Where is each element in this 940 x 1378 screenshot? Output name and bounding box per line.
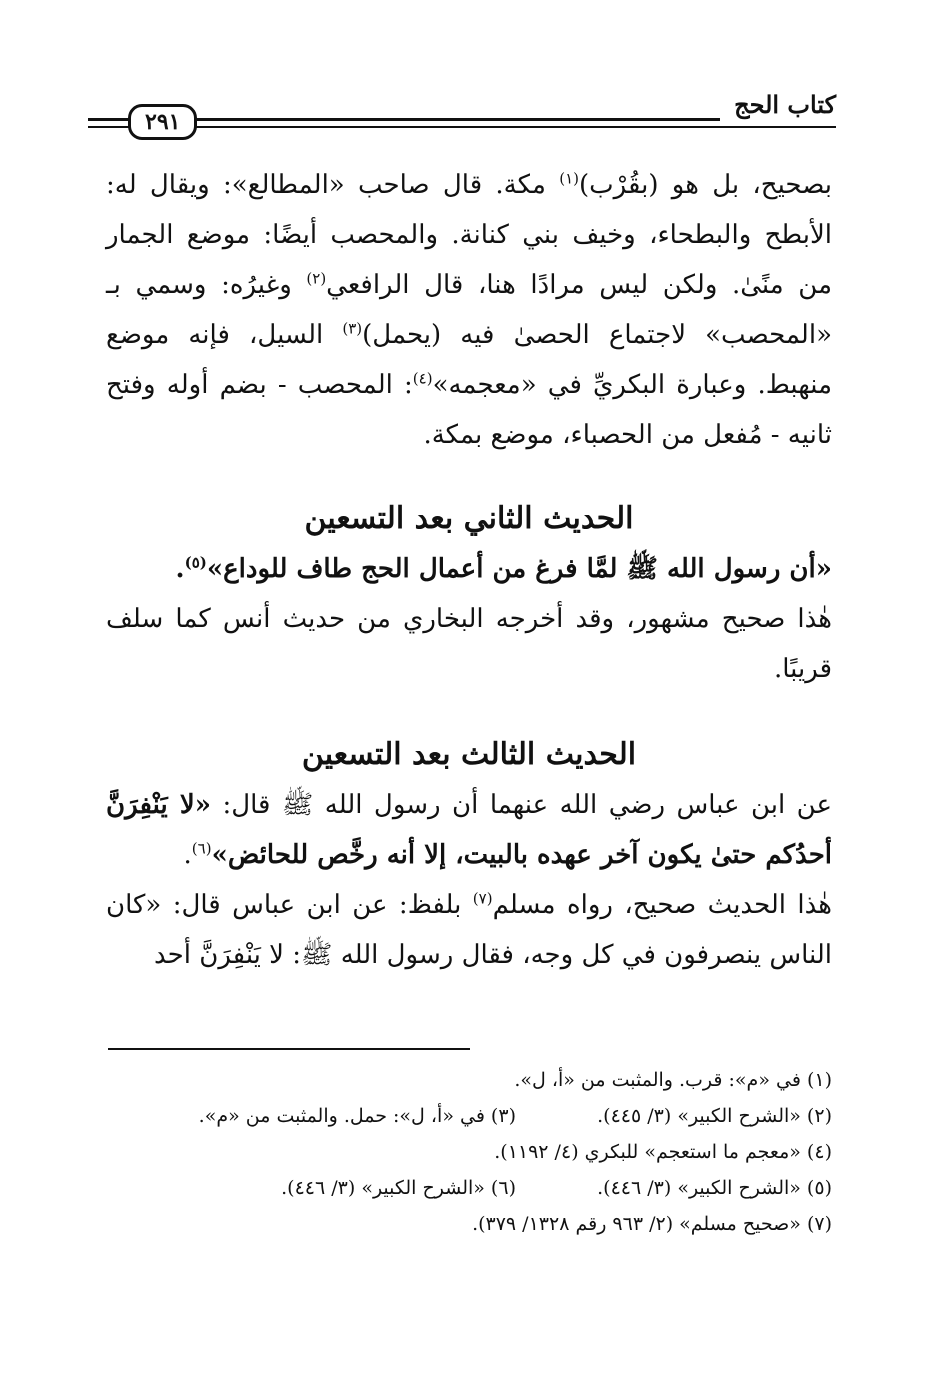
- footnote-ref: (٤): [412, 369, 433, 388]
- hadith-quote: «أن رسول الله ﷺ لمَّا فرغ من أعمال الحج طاف للوداع»: [206, 554, 832, 584]
- footnote-ref: (٦): [191, 839, 212, 858]
- footnote-6: (٦) «الشرح الكبير» (٣/ ٤٤٦).: [281, 1177, 516, 1199]
- text-segment: عن ابن عباس رضي الله عنهما أن رسول الله ﷺ قال:: [211, 790, 832, 820]
- footnote-ref: (٣): [342, 319, 363, 338]
- paragraph-muhassab: [106, 160, 832, 460]
- footnote-ref: (٥): [184, 553, 207, 572]
- chapter-title: كتاب الحج: [720, 88, 836, 122]
- footnote-row: [106, 1170, 832, 1206]
- commentary-93: [106, 880, 832, 980]
- hadith-heading-93: الحديث الثالث بعد التسعين: [301, 737, 637, 772]
- footnote-5: (٥) «الشرح الكبير» (٣/ ٤٤٦).: [597, 1177, 832, 1199]
- text-segment: وغيرُه: وسمي بـ «المحصب» لاجتماع الحصىٰ فيه (يحمل): [106, 270, 832, 350]
- text-segment: .: [183, 840, 192, 870]
- footnote-3: (٣) في «أ، ل»: حمل. والمثبت من «م».: [198, 1105, 516, 1127]
- footnote-row: [106, 1098, 832, 1134]
- hadith-quote: «لا يَنْفِرَنَّ أحدُكم حتىٰ يكون آخر عهده بالبيت، إلا أنه رخَّص للحائض»: [106, 790, 832, 870]
- text-segment: مكة. قال صاحب «المطالع»: ويقال له: الأبطح والبطحاء، وخيف بني كنانة. والمحصب أيضًا: موضع الجمار من منًىٰ. ولكن ليس مرادًا هنا، قال الرافعي: [106, 170, 833, 300]
- footnote-7: (٧) «صحيح مسلم» (٢/ ٩٦٣ رقم ١٣٢٨/ ٣٧٩).: [472, 1213, 832, 1235]
- footnote-ref: (١): [559, 169, 579, 188]
- hadith-text-93: [106, 780, 832, 880]
- page-header: [88, 88, 836, 148]
- text-segment: السيل، فإنه موضع منهبط. وعبارة البكريِّ في «معجمه»: [106, 320, 832, 400]
- header-rule-bottom: [88, 126, 836, 128]
- footnote-separator: [108, 1048, 470, 1050]
- text-segment: بصحيح، بل هو (بقُرْب): [578, 170, 833, 200]
- page-number: ٢٩١: [128, 104, 197, 140]
- commentary-92: هٰذا صحيح مشهور، وقد أخرجه البخاري من حديث أنس كما سلف قريبًا.: [106, 604, 832, 684]
- footnote-2: (٢) «الشرح الكبير» (٣/ ٤٤٥).: [597, 1105, 832, 1127]
- footnote-ref: (٧): [472, 889, 493, 908]
- footnote-ref: (٢): [306, 269, 327, 288]
- text-segment: بلفظ: عن ابن عباس قال: «كان الناس ينصرفون في كل وجه، فقال رسول الله ﷺ: لا يَنْفِرَنَّ أحد: [106, 890, 832, 970]
- hadith-heading-92: الحديث الثاني بعد التسعين: [304, 501, 634, 536]
- footnote-4: (٤) «معجم ما استعجم» للبكري (٤/ ١١٩٢).: [494, 1141, 832, 1163]
- text-segment: : المحصب - بضم أوله وفتح ثانيه - مُفعل من الحصباء، موضع بمكة.: [106, 370, 832, 450]
- main-text: [106, 160, 832, 980]
- text-segment: .: [175, 554, 185, 584]
- footnote-1: (١) في «م»: قرب. والمثبت من «أ، ل».: [514, 1069, 832, 1091]
- hadith-text-92: [106, 544, 832, 594]
- text-segment: هٰذا الحديث صحيح، رواه مسلم: [492, 890, 832, 920]
- footnotes: [106, 1062, 832, 1242]
